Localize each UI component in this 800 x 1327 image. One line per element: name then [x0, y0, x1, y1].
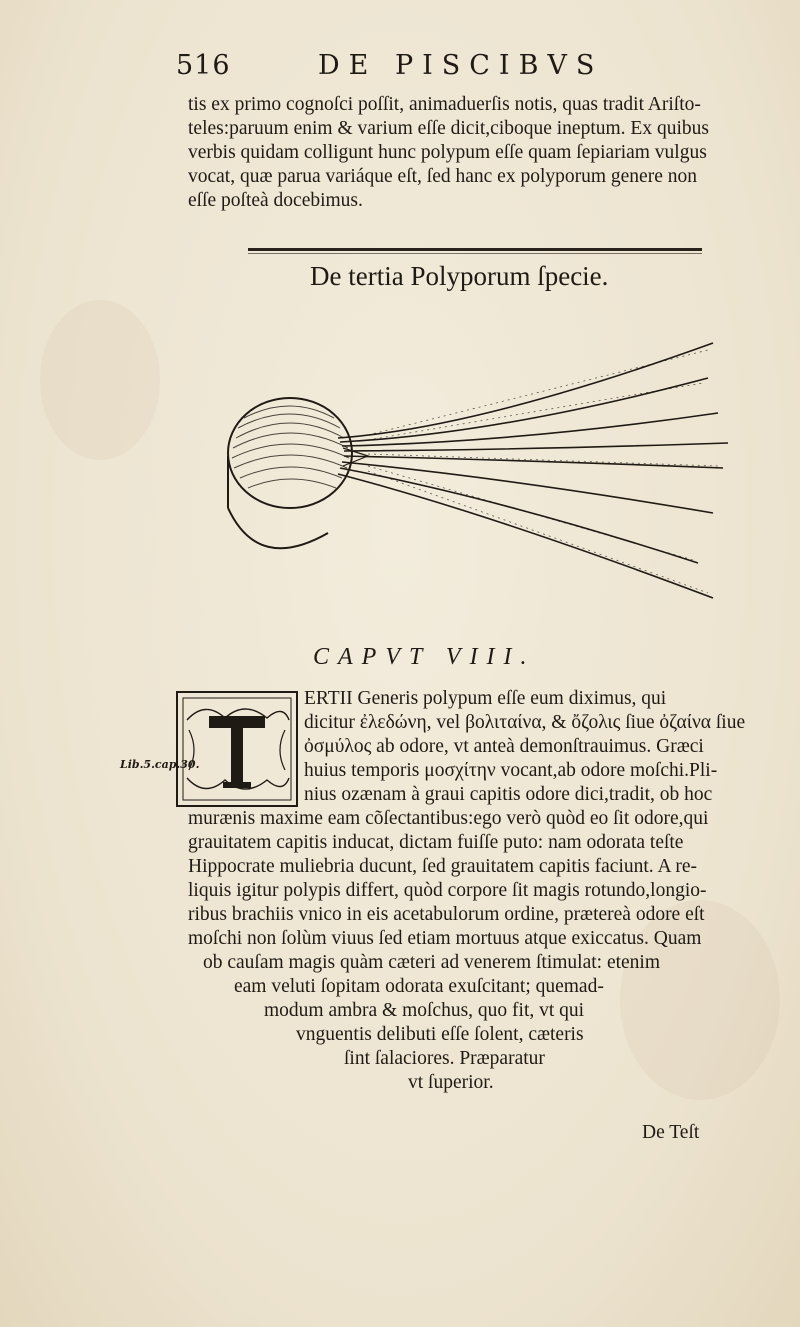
- text-line: tis ex primo cognoſci poſſit, animaduerſis notis, quas tradit Ariſto-: [188, 94, 701, 115]
- text-line: nius ozænam à graui capitis odore dici,tradit, ob hoc: [304, 784, 713, 805]
- margin-note: Lib.5.cap.30.: [120, 758, 200, 771]
- text-line: moſchi non ſolùm viuus ſed etiam mortuus atque exiccatus. Quam: [188, 928, 702, 949]
- text-line: verbis quidam colligunt hunc polypum eſſe quam ſepiariam vulgus: [188, 142, 707, 163]
- text-line: grauitatem capitis inducat, dictam fuiſſe puto: nam odorata teſte: [188, 832, 684, 853]
- octopus-woodcut: [218, 338, 738, 613]
- text-line: dicitur ἐλεδώνη, vel βολιταίνα, & ὄζολις ſiue ὀζαίνα ſiue: [304, 712, 746, 733]
- text-line: ὀσμύλος ab odore, vt anteà demonſtrauimus. Græci: [304, 736, 704, 757]
- text-line: Hippocrate muliebria ducunt, ſed grauitatem capitis faciunt. A re-: [188, 856, 697, 877]
- text-line: murænis maxime eam cõſectantibus:ego verò quòd eo ſit odore,qui: [188, 808, 709, 829]
- page-number: 516: [176, 50, 231, 81]
- text-line: modum ambra & moſchus, quo fit, vt qui: [264, 1000, 585, 1021]
- decorated-initial-t: [175, 690, 299, 808]
- text-line: vnguentis delibuti eſſe ſolent, cæteris: [296, 1024, 584, 1045]
- text-line: ERTII Generis polypum eſſe eum diximus, qui: [304, 688, 667, 709]
- section-title: De tertia Polyporum ſpecie.: [310, 261, 609, 291]
- section-rule-thin: [248, 253, 702, 254]
- running-title: DE PISCIBVS: [318, 50, 604, 81]
- text-line: teles:paruum enim & varium eſſe dicit,ciboque ineptum. Ex quibus: [188, 118, 709, 139]
- text-line: vocat, quæ parua variáque eſt, ſed hanc ex polyporum genere non: [188, 166, 697, 187]
- text-line: vt ſuperior.: [408, 1072, 494, 1093]
- text-line: liquis igitur polypis differt, quòd corpore ſit magis rotundo,longio-: [188, 880, 707, 901]
- catchword: De Teſt: [642, 1122, 700, 1143]
- paragraph-1: [188, 93, 760, 213]
- page-header: [0, 50, 800, 90]
- section-rule: [248, 248, 702, 251]
- text-line: eſſe poſteà docebimus.: [188, 190, 363, 211]
- chapter-heading: CAPVT VIII.: [313, 644, 536, 670]
- text-line: huius temporis μοσχίτην vocant,ab odore moſchi.Pli-: [304, 760, 718, 781]
- text-line: ſint ſalaciores. Præparatur: [344, 1048, 545, 1069]
- text-line: ob cauſam magis quàm cæteri ad venerem ſtimulat: etenim: [203, 952, 661, 973]
- text-line: ribus brachiis vnico in eis acetabulorum ordine, prætereà odore eſt: [188, 904, 705, 925]
- text-line: eam veluti ſopitam odorata exuſcitant; quemad-: [234, 976, 604, 997]
